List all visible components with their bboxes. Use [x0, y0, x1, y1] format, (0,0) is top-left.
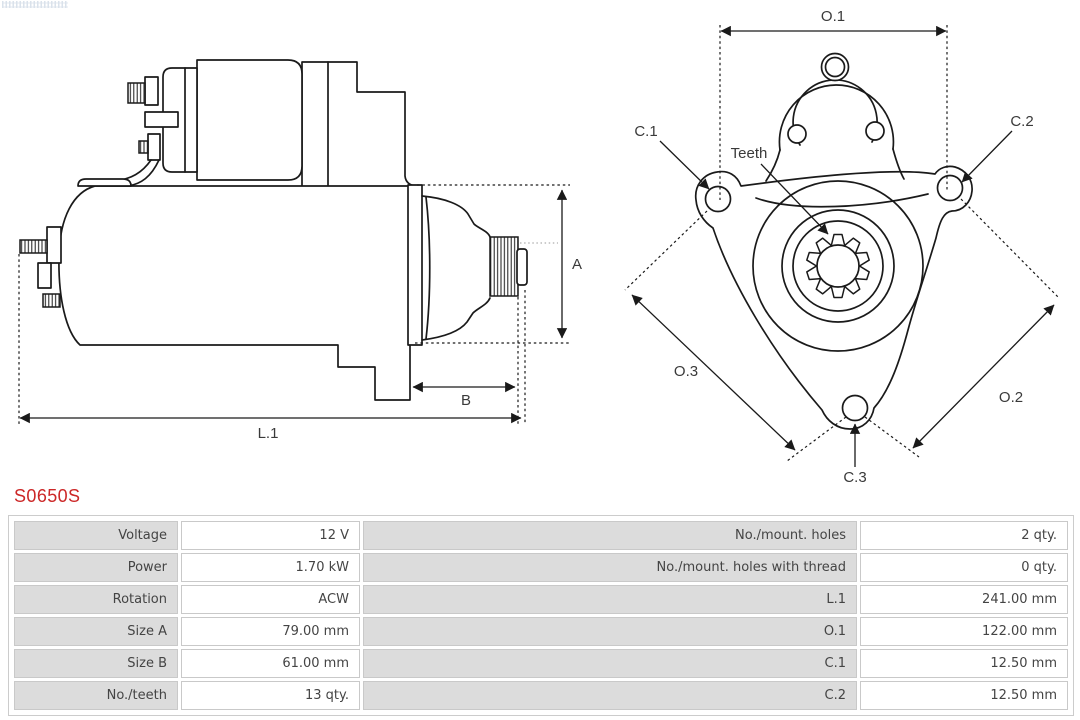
pinion-cap [517, 249, 527, 285]
table-row [14, 681, 1068, 710]
spec-label-cell: No./teeth [14, 681, 178, 710]
spec-label-cell: O.1 [363, 617, 857, 646]
brush-end-block2 [38, 263, 51, 288]
callout-c1-label: C.1 [634, 123, 658, 140]
mount-hole-c2 [938, 176, 963, 201]
dimension-o2-label: O.2 [998, 389, 1024, 406]
motor-body [59, 186, 410, 400]
dimension-o3-label: O.3 [673, 363, 699, 380]
drive-end-bell-bottom [422, 298, 490, 340]
dimension-b [413, 290, 525, 424]
dimension-l1-label: L.1 [257, 425, 279, 442]
mounting-flange-edge [408, 185, 422, 345]
brush-end-block [47, 227, 61, 263]
brush-end-stud2 [43, 294, 60, 307]
spec-value-cell: 13 qty. [181, 681, 360, 710]
dimension-b-label: B [460, 392, 472, 409]
spec-label-cell: C.2 [363, 681, 857, 710]
dimension-a-label: A [572, 256, 583, 273]
mount-hole-c3 [843, 396, 868, 421]
callout-c1 [634, 123, 709, 189]
spec-value-cell: 122.00 mm [860, 617, 1068, 646]
spec-value-cell: 79.00 mm [181, 617, 360, 646]
pinion-spline [490, 237, 518, 296]
spec-label-cell: Size B [14, 649, 178, 678]
body-lip [78, 179, 131, 186]
spec-value-cell: 12.50 mm [860, 681, 1068, 710]
callout-teeth-label: Teeth [730, 145, 768, 162]
dimension-o2 [865, 199, 1059, 457]
spec-label-cell: Rotation [14, 585, 178, 614]
callout-c2-label: C.2 [1010, 113, 1034, 130]
spec-label-cell: Voltage [14, 521, 178, 550]
table-row [14, 553, 1068, 582]
part-number: S0650S [14, 486, 81, 506]
brush-end-stud [20, 240, 47, 253]
table-row [14, 521, 1068, 550]
through-bolt-hole-right [866, 122, 884, 140]
drive-end-bell-top [422, 196, 490, 237]
dimension-o1 [720, 8, 947, 200]
callout-c3-label: C.3 [843, 469, 867, 484]
spec-value-cell: ACW [181, 585, 360, 614]
terminal-nut-top [145, 77, 158, 105]
terminal-nut-low [148, 134, 160, 160]
spec-label-cell: Power [14, 553, 178, 582]
through-bolt-hole-left [788, 125, 806, 143]
spec-value-cell: 241.00 mm [860, 585, 1068, 614]
callout-c2 [962, 113, 1034, 182]
terminal-tab [145, 112, 178, 127]
dimension-o1-label: O.1 [820, 8, 846, 25]
front-view-drawing [625, 8, 1059, 484]
callout-teeth [731, 145, 828, 234]
mount-hole-c1 [706, 187, 731, 212]
spec-label-cell: No./mount. holes [363, 521, 857, 550]
spec-label-cell: L.1 [363, 585, 857, 614]
spec-value-cell: 12 V [181, 521, 360, 550]
side-view-drawing [19, 60, 582, 442]
spec-label-cell: C.1 [363, 649, 857, 678]
terminal-stud-low [139, 141, 148, 153]
table-row [14, 649, 1068, 678]
dimension-o3 [625, 211, 846, 461]
terminal-stud-top [128, 83, 145, 103]
spec-value-cell: 0 qty. [860, 553, 1068, 582]
pinion-gear [806, 235, 870, 298]
solenoid-body [197, 60, 302, 180]
table-row [14, 585, 1068, 614]
spec-label-cell: No./mount. holes with thread [363, 553, 857, 582]
callout-c3 [843, 424, 866, 484]
spec-value-cell: 1.70 kW [181, 553, 360, 582]
spec-value-cell: 2 qty. [860, 521, 1068, 550]
spec-value-cell: 12.50 mm [860, 649, 1068, 678]
spec-value-cell: 61.00 mm [181, 649, 360, 678]
spec-table [8, 515, 1074, 716]
spec-label-cell: Size A [14, 617, 178, 646]
bracket-outline [302, 62, 416, 186]
table-row [14, 617, 1068, 646]
end-cap-arch [766, 54, 904, 182]
